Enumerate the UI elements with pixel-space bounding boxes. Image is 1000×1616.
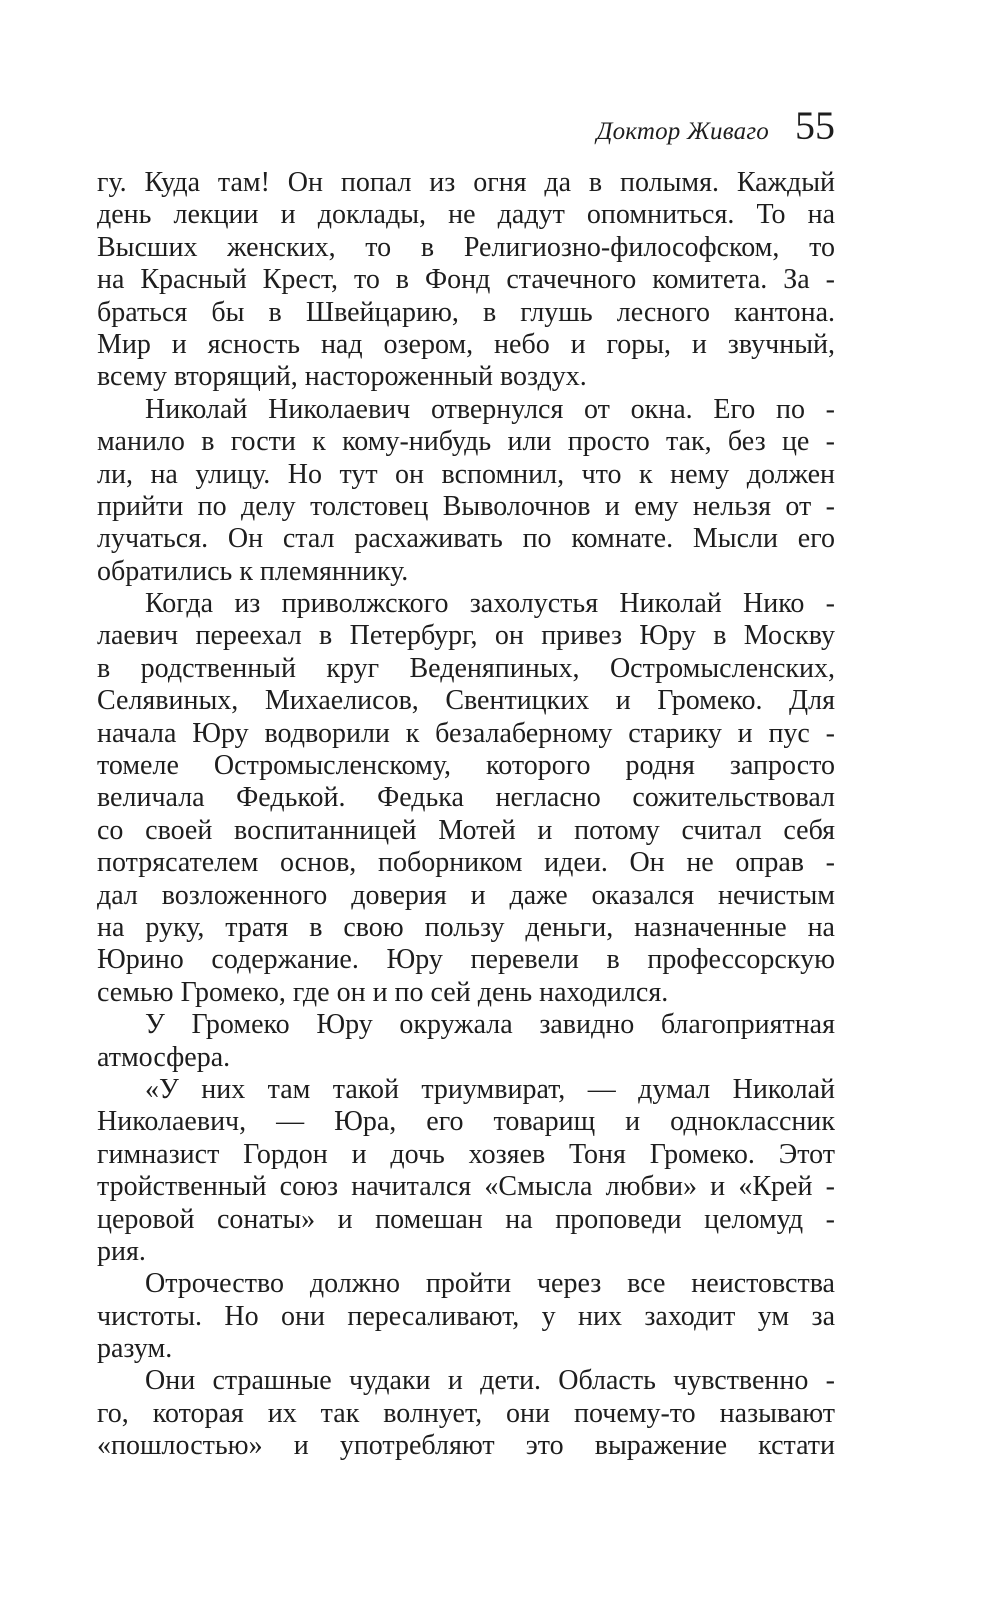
text-line: гу. Куда там! Он попал из огня да в полымя. Каждый [97, 167, 835, 198]
text-line: Селявиных, Михаелисов, Свентицких и Громеко. Для [97, 685, 835, 717]
text-line: тройственный союз начитался «Смысла любви» и «Крей - [97, 1171, 835, 1203]
text-line: атмосфера. [97, 1041, 231, 1073]
text-line: лаевич переехал в Петербург, он привез Юру в Москву [97, 620, 835, 652]
text-line: Николай Николаевич отвернулся от окна. Его по - [145, 393, 835, 425]
text-line: браться бы в Швейцарию, в глушь лесного кантона. [97, 296, 835, 328]
text-line: всему вторящий, настороженный воздух. [97, 361, 587, 393]
text-line: начала Юру водворили к безалаберному старику и пус - [97, 717, 835, 749]
page-number: 55 [795, 103, 835, 148]
text-line: прийти по делу толстовец Выволочнов и ему нельзя от - [97, 490, 835, 522]
text-line: рия. [97, 1235, 146, 1267]
text-line: го, которая их так волнует, они почему-то называют [97, 1397, 835, 1429]
book-title: Доктор Живаго [596, 118, 769, 145]
text-line: чистоты. Но они пересаливают, у них заходит ум за [97, 1300, 835, 1332]
text-line: Высших женских, то в Религиозно-философском, то [97, 231, 835, 263]
text-line: со своей воспитанницей Мотей и потому считал себя [97, 814, 835, 846]
paragraph [97, 394, 835, 588]
text-line: в родственный круг Веденяпиных, Остромысленских, [97, 652, 835, 684]
text-line: потрясателем основ, поборником идеи. Он не оправ - [97, 847, 835, 879]
paragraph [97, 167, 835, 394]
text-line: манило в гости к кому-нибудь или просто так, без це - [97, 426, 835, 458]
running-header [97, 103, 835, 154]
text-line: гимназист Гордон и дочь хозяев Тоня Громеко. Этот [97, 1138, 835, 1170]
text-line: Они страшные чудаки и дети. Область чувственно - [145, 1365, 835, 1397]
text-line: на Красный Крест, то в Фонд стачечного комитета. За - [97, 264, 835, 296]
text-line: величала Федькой. Федька негласно сожительствовал [97, 782, 835, 814]
text-line: Отрочество должно пройти через все неистовства [145, 1268, 835, 1300]
paragraph [97, 1268, 835, 1365]
text-line: Когда из приволжского захолустья Николай Нико - [145, 588, 835, 620]
text-line: «У них там такой триумвират, — думал Николай [145, 1073, 835, 1105]
body-text [97, 167, 835, 1463]
text-line: церовой сонаты» и помешан на проповеди целомуд - [97, 1203, 835, 1235]
text-line: на руку, тратя в свою пользу деньги, назначенные на [97, 911, 835, 943]
paragraph [97, 1074, 835, 1268]
text-line: ли, на улицу. Но тут он вспомнил, что к нему должен [97, 458, 835, 490]
text-line: лучаться. Он стал расхаживать по комнате. Мысли его [97, 523, 835, 555]
text-line: томеле Остромысленскому, которого родня запросто [97, 750, 835, 782]
text-line: обратились к племяннику. [97, 555, 409, 587]
paragraph [97, 1365, 835, 1462]
text-line: Мир и ясность над озером, небо и горы, и звучный, [97, 328, 835, 360]
text-line: Юрино содержание. Юру перевели в профессорскую [97, 944, 835, 976]
text-line: дал возложенного доверия и даже оказался нечистым [97, 879, 835, 911]
text-line: Николаевич, — Юра, его товарищ и одноклассник [97, 1106, 835, 1138]
text-line: У Громеко Юру окружала завидно благоприятная [145, 1009, 835, 1041]
text-line: семью Громеко, где он и по сей день находился. [97, 976, 669, 1008]
text-line: день лекции и доклады, не дадут опомниться. То на [97, 199, 835, 231]
paragraph [97, 1009, 835, 1074]
text-line: «пошлостью» и употребляют это выражение кстати [97, 1430, 835, 1462]
paragraph [97, 588, 835, 1009]
text-line: разум. [97, 1333, 173, 1365]
